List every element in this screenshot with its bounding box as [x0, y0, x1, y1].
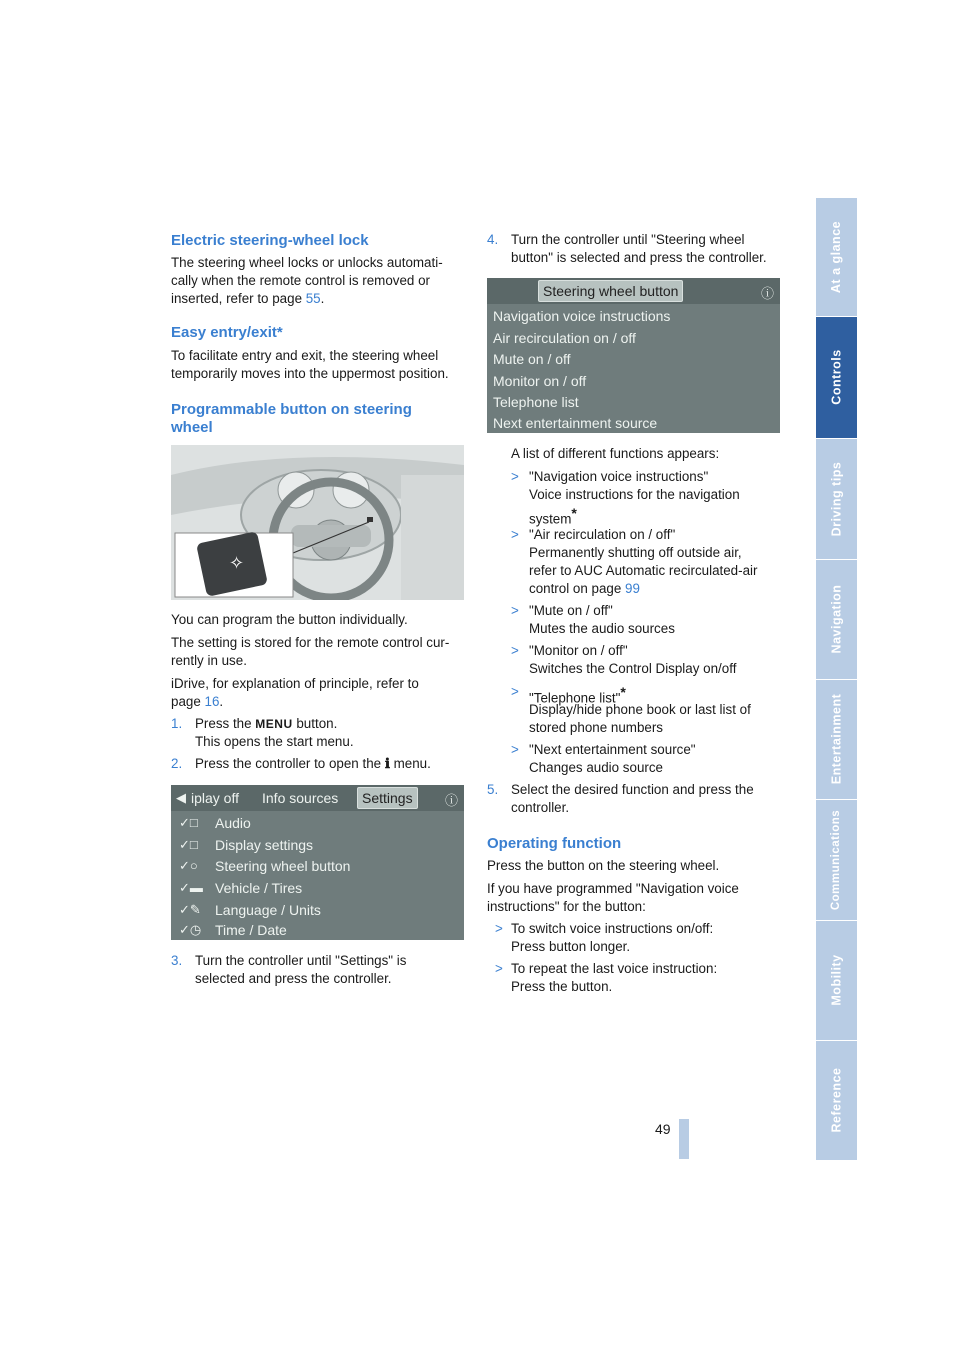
- step-3-text-b: selected and press the controller.: [195, 971, 392, 986]
- function-desc: Mutes the audio sources: [529, 621, 675, 636]
- steering-wheel-icon: ✓○: [179, 858, 198, 873]
- function-desc: control on page 99: [529, 581, 640, 596]
- para-prog-2b: rently in use.: [171, 653, 247, 668]
- menu-item-steering-wheel-button[interactable]: Steering wheel button: [215, 858, 351, 874]
- step-5-text-a: Select the desired function and press the: [511, 782, 754, 797]
- optional-equipment-star: *: [620, 684, 626, 700]
- step-1-number: 1.: [171, 716, 183, 731]
- para-steering-lock-1: The steering wheel locks or unlocks automati-: [171, 255, 443, 270]
- option-telephone-list[interactable]: Telephone list: [493, 394, 579, 410]
- vehicle-icon: ✓▬: [179, 880, 203, 895]
- bullet-arrow: >: [511, 469, 519, 484]
- heading-operating-function: Operating function: [487, 835, 622, 852]
- tab-controls[interactable]: Controls: [816, 316, 857, 439]
- option-air-recirculation[interactable]: Air recirculation on / off: [493, 330, 636, 346]
- list-intro: A list of different functions appears:: [511, 446, 720, 461]
- tab-communications[interactable]: Communications: [816, 799, 857, 921]
- step-4-text-a: Turn the controller until "Steering wheel: [511, 232, 745, 247]
- steering-button-screen: [487, 278, 780, 433]
- step-4-text-b: button" is selected and press the controller.: [511, 250, 767, 265]
- para-easy-2: temporarily moves into the uppermost position.: [171, 366, 449, 381]
- bullet-arrow: >: [511, 527, 519, 542]
- para-op-2a: If you have programmed "Navigation voice: [487, 881, 739, 896]
- heading-programmable-1: Programmable button on steering: [171, 401, 412, 418]
- bullet-1-b: Press button longer.: [511, 939, 631, 954]
- step-1-result: This opens the start menu.: [195, 734, 354, 749]
- para-prog-2a: The setting is stored for the remote control cur-: [171, 635, 450, 650]
- para-op-1: Press the button on the steering wheel.: [487, 858, 720, 873]
- step-3-number: 3.: [171, 953, 183, 968]
- function-desc: stored phone numbers: [529, 720, 663, 735]
- clock-icon: ✓◷: [179, 922, 202, 937]
- function-name: "Navigation voice instructions": [529, 469, 709, 484]
- page-number-bar: [679, 1119, 689, 1159]
- page-link-99[interactable]: 99: [625, 581, 640, 596]
- screen-tab-settings[interactable]: Settings: [357, 787, 418, 809]
- function-desc: Permanently shutting off outside air,: [529, 545, 742, 560]
- info-icon: ℹ: [384, 756, 390, 771]
- menu-item-audio[interactable]: Audio: [215, 815, 251, 831]
- option-mute[interactable]: Mute on / off: [493, 351, 571, 367]
- bullet-arrow: >: [511, 643, 519, 658]
- step-3-text-a: Turn the controller until "Settings" is: [195, 953, 407, 968]
- para-steering-lock-3: inserted, refer to page 55.: [171, 291, 325, 306]
- settings-menu-screen: [171, 785, 464, 940]
- steering-wheel-photo: [171, 445, 464, 600]
- bullet-arrow: >: [511, 684, 519, 699]
- function-name: "Air recirculation on / off": [529, 527, 676, 542]
- para-prog-3b: page 16.: [171, 694, 224, 709]
- menu-item-language-units[interactable]: Language / Units: [215, 902, 321, 918]
- para-prog-3a: iDrive, for explanation of principle, refer to: [171, 676, 419, 691]
- bullet-arrow: >: [511, 603, 519, 618]
- function-name: "Next entertainment source": [529, 742, 696, 757]
- tab-driving-tips[interactable]: Driving tips: [816, 438, 857, 560]
- screen-tab-info-sources[interactable]: Info sources: [262, 790, 339, 806]
- menu-item-display-settings[interactable]: Display settings: [215, 837, 314, 853]
- heading-steering-lock: Electric steering-wheel lock: [171, 232, 369, 249]
- step-2-text: Press the controller to open the ℹ menu.: [195, 756, 431, 771]
- step-5-number: 5.: [487, 782, 499, 797]
- screen-title-steering-wheel-button[interactable]: Steering wheel button: [538, 280, 683, 302]
- step-2-number: 2.: [171, 756, 183, 771]
- bullet-2-a: To repeat the last voice instruction:: [511, 961, 718, 976]
- bullet-1-a: To switch voice instructions on/off:: [511, 921, 714, 936]
- function-desc: Display/hide phone book or last list of: [529, 702, 751, 717]
- tab-mobility[interactable]: Mobility: [816, 920, 857, 1041]
- step-1-text: Press the MENU button.: [195, 716, 338, 731]
- display-icon: ✓□: [179, 837, 198, 852]
- para-easy-1: To facilitate entry and exit, the steering wheel: [171, 348, 439, 363]
- optional-equipment-star: *: [571, 505, 577, 521]
- page-link-16[interactable]: 16: [204, 694, 220, 709]
- tab-entertainment[interactable]: Entertainment: [816, 679, 857, 800]
- tab-navigation[interactable]: Navigation: [816, 559, 857, 680]
- page-link-55[interactable]: 55: [305, 291, 321, 306]
- option-monitor[interactable]: Monitor on / off: [493, 373, 587, 389]
- function-name: "Telephone list"*: [529, 684, 626, 706]
- info-icon: ⓘ: [445, 793, 459, 808]
- para-prog-1: You can program the button individually.: [171, 612, 408, 627]
- function-desc: Changes audio source: [529, 760, 663, 775]
- bullet-arrow: >: [511, 742, 519, 757]
- function-name: "Monitor on / off": [529, 643, 628, 658]
- tab-at-a-glance[interactable]: At a glance: [816, 198, 857, 317]
- option-next-entertainment[interactable]: Next entertainment source: [493, 415, 658, 431]
- para-steering-lock-2: cally when the remote control is removed or: [171, 273, 430, 288]
- option-navigation-voice[interactable]: Navigation voice instructions: [493, 308, 671, 324]
- chapter-tabs: [816, 198, 857, 1160]
- language-icon: ✓✎: [179, 902, 201, 917]
- function-desc: refer to AUC Automatic recirculated-air: [529, 563, 758, 578]
- info-icon: ⓘ: [761, 286, 775, 301]
- bullet-arrow: >: [495, 921, 503, 936]
- heading-easy-entry: Easy entry/exit*: [171, 324, 283, 341]
- menu-item-vehicle-tires[interactable]: Vehicle / Tires: [215, 880, 303, 896]
- para-op-2b: instructions" for the button:: [487, 899, 646, 914]
- heading-programmable-2: wheel: [171, 419, 213, 436]
- function-desc: system*: [529, 505, 577, 527]
- function-name: "Mute on / off": [529, 603, 613, 618]
- function-desc: Switches the Control Display on/off: [529, 661, 737, 676]
- left-arrow-icon: ◀: [176, 790, 186, 805]
- audio-icon: ✓□: [179, 815, 198, 830]
- tab-reference[interactable]: Reference: [816, 1040, 857, 1161]
- bullet-arrow: >: [495, 961, 503, 976]
- function-desc: Voice instructions for the navigation: [529, 487, 740, 502]
- screen-tab-display-off[interactable]: iplay off: [191, 790, 239, 806]
- step-4-number: 4.: [487, 232, 499, 247]
- menu-item-time-date[interactable]: Time / Date: [215, 922, 287, 938]
- step-5-text-b: controller.: [511, 800, 570, 815]
- bullet-2-b: Press the button.: [511, 979, 613, 994]
- menu-button-label: MENU: [255, 717, 293, 731]
- page-number: 49: [655, 1121, 671, 1137]
- svg-text:✧: ✧: [229, 553, 245, 574]
